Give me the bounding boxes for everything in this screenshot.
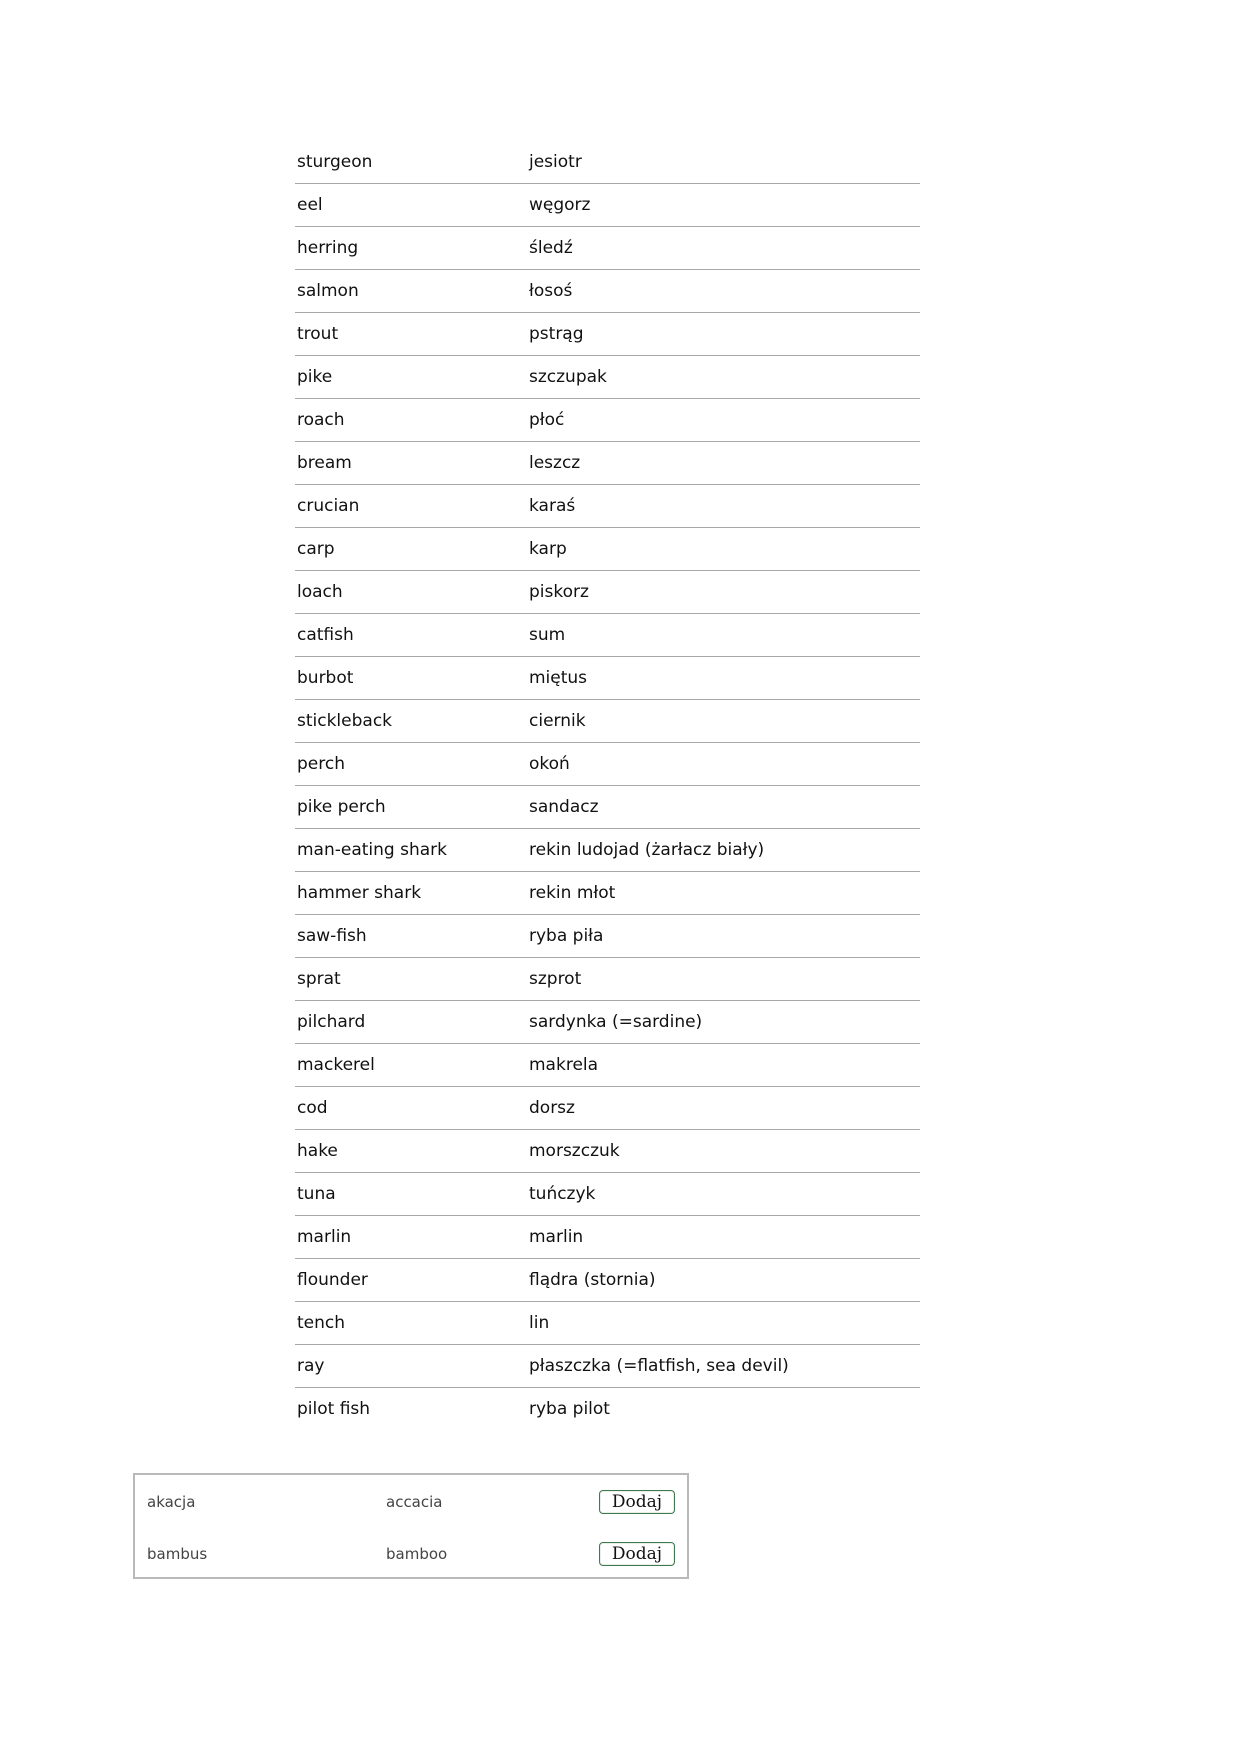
vocabulary-row	[295, 270, 920, 313]
vocabulary-row	[295, 786, 920, 829]
polish-word: karp	[529, 539, 567, 559]
english-word: eel	[297, 195, 323, 215]
polish-word: ciernik	[529, 711, 586, 731]
vocabulary-row	[295, 442, 920, 485]
vocabulary-row	[295, 829, 920, 872]
polish-word: okoń	[529, 754, 570, 774]
english-word: hammer shark	[297, 883, 422, 903]
polish-word: piskorz	[529, 582, 589, 602]
english-word: bream	[297, 453, 352, 473]
polish-word: marlin	[529, 1227, 584, 1247]
english-word: crucian	[297, 496, 360, 516]
vocabulary-row	[295, 485, 920, 528]
add-word-row	[135, 1537, 687, 1571]
english-word: flounder	[297, 1270, 368, 1290]
vocabulary-row	[295, 313, 920, 356]
add-button[interactable]: Dodaj	[599, 1542, 675, 1566]
english-word: herring	[297, 238, 359, 258]
polish-word: rekin ludojad (żarłacz biały)	[529, 840, 765, 860]
vocabulary-row	[295, 700, 920, 743]
polish-word: leszcz	[529, 453, 581, 473]
english-word: man-eating shark	[297, 840, 448, 860]
add-word-row	[135, 1485, 687, 1519]
vocabulary-row	[295, 1388, 920, 1430]
vocabulary-row	[295, 872, 920, 915]
vocabulary-row	[295, 1302, 920, 1345]
english-word: burbot	[297, 668, 354, 688]
english-word: cod	[297, 1098, 328, 1118]
english-word: tench	[297, 1313, 346, 1333]
polish-word: ryba pilot	[529, 1399, 610, 1419]
vocabulary-row	[295, 1087, 920, 1130]
english-word: catfish	[297, 625, 354, 645]
polish-word: płaszczka (=flatfish, sea devil)	[529, 1356, 789, 1376]
polish-word: sandacz	[529, 797, 599, 817]
english-word: ray	[297, 1356, 325, 1376]
english-word: pike perch	[297, 797, 386, 817]
english-word: marlin	[297, 1227, 352, 1247]
fish-vocabulary-table	[295, 141, 920, 1430]
english-word: stickleback	[297, 711, 393, 731]
vocabulary-row	[295, 227, 920, 270]
vocabulary-row	[295, 1173, 920, 1216]
polish-word: śledź	[529, 238, 573, 258]
english-word: sprat	[297, 969, 341, 989]
polish-word: morszczuk	[529, 1141, 620, 1161]
polish-word: szczupak	[529, 367, 607, 387]
polish-word: sum	[529, 625, 566, 645]
vocabulary-row	[295, 915, 920, 958]
polish-word: łosoś	[529, 281, 573, 301]
vocabulary-row	[295, 528, 920, 571]
polish-word: bambus	[147, 1545, 208, 1563]
polish-word: lin	[529, 1313, 550, 1333]
polish-word: sardynka (=sardine)	[529, 1012, 703, 1032]
polish-word: rekin młot	[529, 883, 616, 903]
vocabulary-row	[295, 1259, 920, 1302]
polish-word: płoć	[529, 410, 565, 430]
polish-word: flądra (stornia)	[529, 1270, 656, 1290]
english-word: tuna	[297, 1184, 336, 1204]
english-word: bamboo	[386, 1545, 448, 1563]
vocabulary-row	[295, 958, 920, 1001]
english-word: carp	[297, 539, 335, 559]
english-word: trout	[297, 324, 339, 344]
polish-word: jesiotr	[529, 152, 582, 172]
english-word: accacia	[386, 1493, 443, 1511]
vocabulary-row	[295, 743, 920, 786]
english-word: mackerel	[297, 1055, 375, 1075]
english-word: hake	[297, 1141, 338, 1161]
polish-word: szprot	[529, 969, 582, 989]
vocabulary-row	[295, 184, 920, 227]
polish-word: ryba piła	[529, 926, 604, 946]
vocabulary-row	[295, 1001, 920, 1044]
english-word: sturgeon	[297, 152, 373, 172]
vocabulary-row	[295, 571, 920, 614]
polish-word: dorsz	[529, 1098, 575, 1118]
english-word: pilot fish	[297, 1399, 371, 1419]
polish-word: karaś	[529, 496, 576, 516]
vocabulary-row	[295, 356, 920, 399]
vocabulary-row	[295, 399, 920, 442]
polish-word: akacja	[147, 1493, 196, 1511]
polish-word: miętus	[529, 668, 588, 688]
polish-word: tuńczyk	[529, 1184, 596, 1204]
english-word: roach	[297, 410, 345, 430]
vocabulary-row	[295, 1130, 920, 1173]
vocabulary-row	[295, 141, 920, 184]
vocabulary-row	[295, 1216, 920, 1259]
english-word: loach	[297, 582, 343, 602]
vocabulary-row	[295, 1044, 920, 1087]
add-word-panel	[133, 1473, 689, 1579]
english-word: salmon	[297, 281, 359, 301]
vocabulary-row	[295, 657, 920, 700]
add-button[interactable]: Dodaj	[599, 1490, 675, 1514]
english-word: pike	[297, 367, 333, 387]
vocabulary-row	[295, 614, 920, 657]
vocabulary-row	[295, 1345, 920, 1388]
english-word: saw-fish	[297, 926, 367, 946]
polish-word: pstrąg	[529, 324, 584, 344]
english-word: perch	[297, 754, 345, 774]
english-word: pilchard	[297, 1012, 366, 1032]
polish-word: makrela	[529, 1055, 599, 1075]
polish-word: węgorz	[529, 195, 591, 215]
